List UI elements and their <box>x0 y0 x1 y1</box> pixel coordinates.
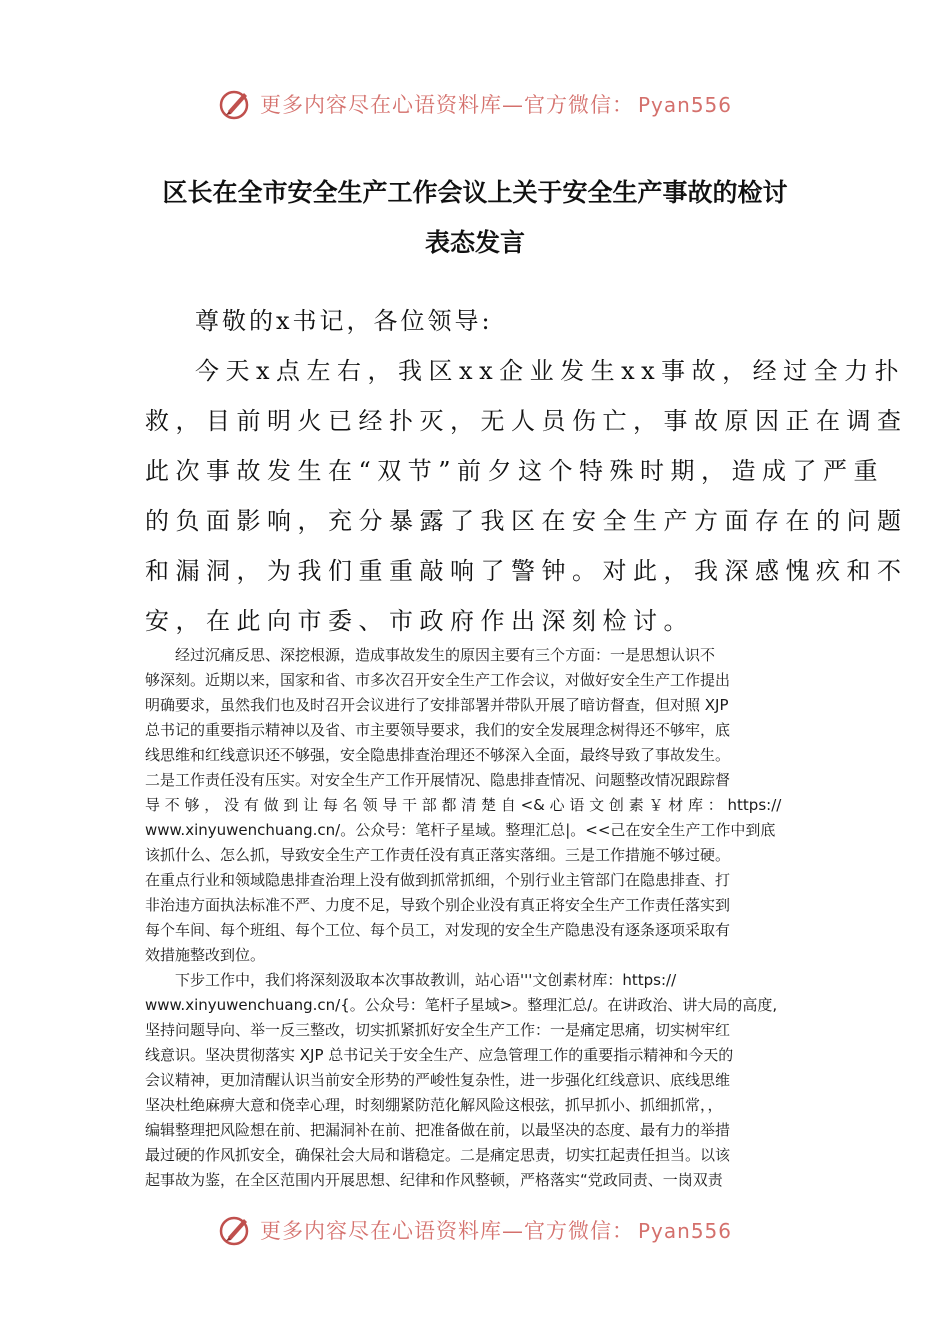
next-steps-paragraph <box>145 968 810 1193</box>
body-line: 总书记的重要指示精神以及省、市主要领导要求，我们的安全发展理念树得还不够牢，底 <box>145 721 731 739</box>
watermark-id: Pyan556 <box>637 93 732 117</box>
body-line: 非治违方面执法标准不严、力度不足，导致个别企业没有真正将安全生产工作责任落实到 <box>145 896 731 914</box>
opening-paragraph <box>145 346 908 646</box>
opening-line: 今天x点左右，我区xx企业发生xx事故，经过全力扑 <box>195 357 906 385</box>
watermark-text: 更多内容尽在心语资料库—官方微信： Pyan556 <box>259 1219 732 1243</box>
body-line: 二是工作责任没有压实。对安全生产工作开展情况、隐患排查情况、问题整改情况跟踪督 <box>145 771 731 789</box>
body-line: 会议精神，更加清醒认识当前安全形势的严峻性复杂性，进一步强化红线意识、底线思维 <box>145 1071 731 1089</box>
body-line: 坚决杜绝麻痹大意和侥幸心理，时刻绷紧防范化解风险这根弦，抓早抓小、抓细抓常，， <box>145 1096 723 1114</box>
body-line: 最过硬的作风抓安全，确保社会大局和谐稳定。二是痛定思责，切实扛起责任担当。以该 <box>145 1146 731 1164</box>
body-line: 经过沉痛反思、深挖根源，造成事故发生的原因主要有三个方面：一是思想认识不 <box>145 646 716 664</box>
opening-line: 救，目前明火已经扑灭，无人员伤亡，事故原因正在调查 <box>145 407 908 435</box>
pen-circle-logo-icon <box>218 87 252 121</box>
document-title-line1: 区长在全市安全生产工作会议上关于安全生产事故的检讨 <box>162 178 788 207</box>
watermark-header <box>0 82 950 126</box>
body-line: 编辑整理把风险想在前、把漏洞补在前、把准备做在前，以最坚决的态度、最有力的举措 <box>145 1121 731 1139</box>
body-line: 导 不 够 ， 没 有 做 到 让 每 名 领 导 干 部 都 清 楚 自 <& 心 语 文 创 素 ￥ 材 库 ： https:// <box>145 796 782 814</box>
pen-circle-logo-icon <box>218 1213 252 1247</box>
body-line: 下步工作中，我们将深刻汲取本次事故教训，站心语'''文创素材库：https:// <box>145 971 677 989</box>
body-line: 线意识。坚决贯彻落实 XJP 总书记关于安全生产、应急管理工作的重要指示精神和今天的 <box>145 1046 734 1064</box>
body-line: 线思维和红线意识还不够强，安全隐患排查治理还不够深入全面，最终导致了事故发生。 <box>145 746 731 764</box>
watermark-id: Pyan556 <box>637 1219 732 1243</box>
opening-line: 的负面影响，充分暴露了我区在安全生产方面存在的问题 <box>145 507 908 535</box>
opening-line: 此次事故发生在“双节”前夕这个特殊时期，造成了严重 <box>145 457 885 485</box>
document-title-line2: 表态发言 <box>424 228 525 257</box>
body-line: 起事故为鉴，在全区范围内开展思想、纪律和作风整顿，严格落实“党政同责、一岗双责 <box>145 1171 723 1189</box>
body-line: 明确要求，虽然我们也及时召开会议进行了安排部署并带队开展了暗访督查，但对照 XJP <box>145 696 729 714</box>
opening-line: 和漏洞，为我们重重敲响了警钟。对此，我深感愧疚和不 <box>145 557 908 585</box>
body-line: 够深刻。近期以来，国家和省、市多次召开安全生产工作会议，对做好安全生产工作提出 <box>145 671 731 689</box>
body-line: 在重点行业和领域隐患排查治理上没有做到抓常抓细，个别行业主管部门在隐患排查、打 <box>145 871 731 889</box>
body-line: 效措施整改到位。 <box>145 946 266 964</box>
body-line: www.xinyuwenchuang.cn/{。公众号：笔杆子星域>。整理汇总/。在讲政治、讲大局的高度, <box>145 996 778 1014</box>
body-line: 坚持问题导向、举一反三整改，切实抓紧抓好安全生产工作：一是痛定思痛，切实树牢红 <box>145 1021 731 1039</box>
watermark-text: 更多内容尽在心语资料库—官方微信： Pyan556 <box>259 93 732 117</box>
cause-analysis-paragraph <box>145 643 810 968</box>
opening-line: 安，在此向市委、市政府作出深刻检讨。 <box>145 607 694 635</box>
body-line: 每个车间、每个班组、每个工位、每个员工，对发现的安全生产隐患没有逐条逐项采取有 <box>145 921 731 939</box>
watermark-footer <box>0 1208 950 1252</box>
body-line: www.xinyuwenchuang.cn/。公众号：笔杆子星域。整理汇总|。<<己在安全生产工作中到底 <box>145 821 776 839</box>
body-line: 该抓什么、怎么抓，导致安全生产工作责任没有真正落实落细。三是工作措施不够过硬。 <box>145 846 731 864</box>
greeting: 尊敬的x书记，各位领导: <box>195 307 493 335</box>
